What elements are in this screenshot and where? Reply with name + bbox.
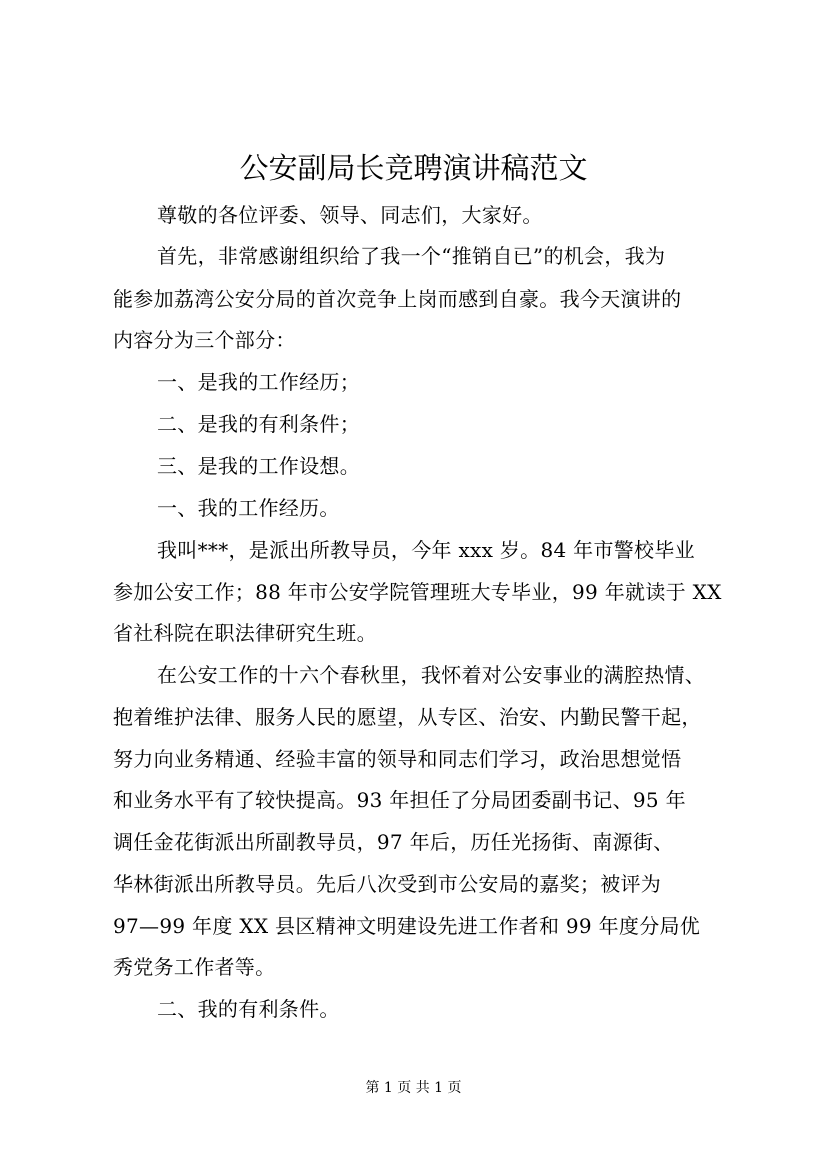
paragraph-line: 努力向业务精通、经验丰富的领导和同志们学习，政治思想觉悟 <box>113 747 682 771</box>
paragraph-line: 参加公安工作；88 年市公安学院管理班大专毕业，99 年就读于 XX <box>113 580 722 604</box>
section-heading: 二、我的有利条件。 <box>157 997 340 1021</box>
paragraph-line: 省社科院在职法律研究生班。 <box>113 621 377 645</box>
list-item: 一、是我的工作经历； <box>157 370 360 394</box>
document-title: 公安副局长竞聘演讲稿范文 <box>239 151 588 185</box>
section-heading: 一、我的工作经历。 <box>157 496 340 520</box>
paragraph-line: 97—99 年度 XX 县区精神文明建设先进工作者和 99 年度分局优 <box>113 914 701 938</box>
paragraph-line: 秀党务工作者等。 <box>113 955 276 979</box>
paragraph-line: 能参加荔湾公安分局的首次竞争上岗而感到自豪。我今天演讲的 <box>113 287 682 311</box>
page-footer: 第 1 页 共 1 页 <box>365 1080 462 1096</box>
paragraph-line: 我叫***，是派出所教导员，今年 xxx 岁。84 年市警校毕业 <box>157 538 695 562</box>
paragraph-line: 调任金花街派出所副教导员，97 年后，历任光扬街、南源街、 <box>113 830 674 854</box>
paragraph-line: 华林街派出所教导员。先后八次受到市公安局的嘉奖；被评为 <box>113 872 662 896</box>
paragraph-line: 在公安工作的十六个春秋里，我怀着对公安事业的满腔热情、 <box>157 663 706 687</box>
list-item: 二、是我的有利条件； <box>157 412 360 436</box>
list-item: 三、是我的工作设想。 <box>157 454 360 478</box>
paragraph-line: 首先，非常感谢组织给了我一个“推销自已”的机会，我为 <box>157 244 666 268</box>
paragraph-line: 和业务水平有了较快提高。93 年担任了分局团委副书记、95 年 <box>113 788 686 812</box>
greeting-line: 尊敬的各位评委、领导、同志们，大家好。 <box>157 203 543 227</box>
paragraph-line: 抱着维护法律、服务人民的愿望，从专区、治安、内勤民警干起， <box>113 705 702 729</box>
paragraph-line: 内容分为三个部分： <box>113 328 296 352</box>
